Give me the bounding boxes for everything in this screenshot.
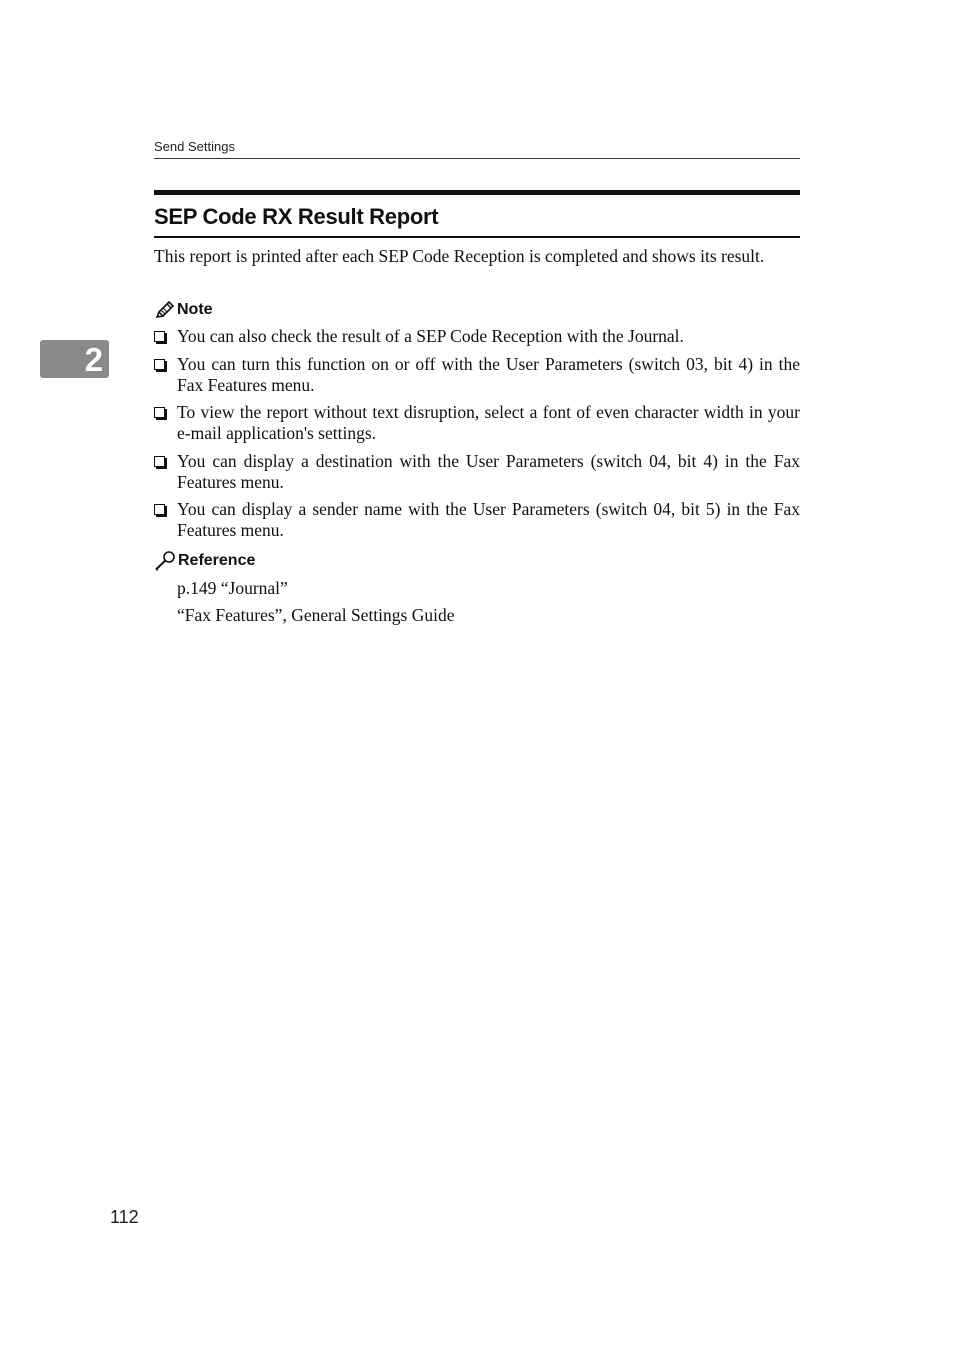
checkbox-bullet-icon xyxy=(154,331,165,342)
note-item: You can turn this function on or off with the User Parameters (switch 03, bit 4) in the Fax Features menu. xyxy=(154,354,800,396)
note-heading xyxy=(154,301,213,319)
note-heading-label: Note xyxy=(177,301,213,318)
chapter-tab xyxy=(40,340,109,378)
section-title: SEP Code RX Result Report xyxy=(154,204,439,229)
reference-heading xyxy=(154,551,255,571)
page-number: 112 xyxy=(110,1207,139,1227)
note-item: You can also check the result of a SEP Code Reception with the Journal. xyxy=(154,326,800,347)
reference-link-fax-features[interactable]: “Fax Features”, General Settings Guide xyxy=(177,605,455,625)
checkbox-bullet-icon xyxy=(154,504,165,515)
chapter-number: 2 xyxy=(84,341,103,378)
reference-link-journal[interactable]: p.149 “Journal” xyxy=(177,578,288,598)
note-list xyxy=(154,326,800,548)
note-item: To view the report without text disruption, select a font of even character width in your e-mail application's settings. xyxy=(154,402,800,444)
running-header: Send Settings xyxy=(154,139,800,159)
magnifier-icon xyxy=(154,551,176,571)
checkbox-bullet-icon xyxy=(154,359,165,370)
pencil-icon xyxy=(154,301,174,319)
section-title-block xyxy=(154,190,800,238)
intro-paragraph: This report is printed after each SEP Code Reception is completed and shows its result. xyxy=(154,246,765,266)
checkbox-bullet-icon xyxy=(154,456,165,467)
reference-heading-label: Reference xyxy=(178,552,256,569)
note-item: You can display a destination with the User Parameters (switch 04, bit 4) in the Fax Features menu. xyxy=(154,451,800,493)
note-item: You can display a sender name with the User Parameters (switch 04, bit 5) in the Fax Features menu. xyxy=(154,499,800,541)
checkbox-bullet-icon xyxy=(154,407,165,418)
